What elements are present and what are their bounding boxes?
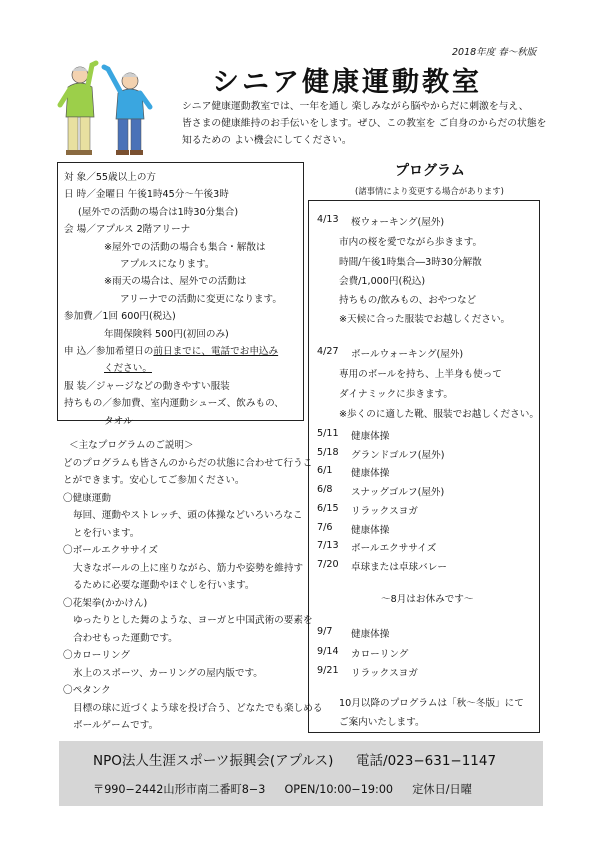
schedule-activity: 健康体操 — [351, 431, 390, 442]
event-detail: 時間/午後1時集合―3時30分解散 — [339, 257, 482, 268]
info-venue-note: ※雨天の場合は、屋外での活動は — [104, 276, 247, 288]
description-text: 毎回、運動やストレッチ、頭の体操などいろいろなこ — [73, 510, 303, 521]
event-detail: ※歩くのに適した靴、服装でお越しください。 — [339, 409, 539, 420]
event-date: 4/13 — [317, 214, 339, 225]
schedule-date: 6/15 — [317, 502, 339, 514]
program-descriptions — [63, 437, 323, 735]
schedule-activity: 健康体操 — [351, 524, 390, 536]
footer-address-line — [93, 781, 472, 797]
descriptions-intro: どのプログラムも皆さんのからだの状態に合わせて行うこ — [63, 457, 313, 469]
description-text: るために必要な運動やほぐしを行います。 — [73, 580, 255, 591]
description-title: 〇カローリング — [63, 650, 130, 661]
event-date: 4/27 — [317, 346, 339, 357]
info-venue: 会 場／アプルス 2階アリーナ — [64, 224, 191, 236]
program-title: プログラム — [395, 163, 465, 179]
description-title: 〇ペタンク — [63, 685, 111, 696]
info-application — [64, 343, 299, 360]
event-detail: 専用のボールを持ち、上半身も使って — [339, 369, 502, 380]
description-text: ボールゲームです。 — [73, 720, 159, 731]
intro-line: 皆さまの健康維持のお手伝いをします。ぜひ、この教室を ご自身のからだの状態を — [182, 118, 547, 129]
footer-closed: 定休日/日曜 — [412, 783, 472, 796]
description-text: 合わせもった運動です。 — [73, 632, 178, 644]
event-name: ボールウォーキング(屋外) — [351, 349, 464, 360]
senior-figure-left — [60, 63, 96, 155]
info-target: 対 象／55歳以上の方 — [64, 172, 157, 183]
info-clothing: 服 装／ジャージなどの動きやすい服装 — [64, 380, 230, 392]
info-venue-note: ※屋外での活動の場合も集合・解散は — [104, 241, 266, 253]
info-venue-note: アプルスになります。 — [120, 259, 215, 271]
stretching-seniors-illustration — [52, 55, 157, 157]
schedule-activity: スナッグゴルフ(屋外) — [351, 487, 445, 499]
schedule-activity: 卓球または卓球バレー — [351, 561, 447, 573]
schedule-date: 7/6 — [317, 521, 333, 533]
event-detail: 会費/1,000円(税込) — [339, 276, 426, 287]
senior-figure-right — [104, 67, 150, 155]
footer-org-line — [93, 749, 496, 769]
schedule-activity: カローリング — [351, 648, 409, 660]
info-items: タオル — [104, 415, 133, 427]
description-items — [63, 490, 323, 735]
footer-org: NPO法人生涯スポーツ振興会(アプルス) — [93, 753, 334, 769]
descriptions-intro: とができます。安心してご参加ください。 — [63, 475, 245, 486]
program-box — [308, 200, 540, 733]
schedule-date: 6/1 — [317, 465, 333, 477]
description-text: ゆったりとした舞のような、ヨーガと中国武術の要素を — [73, 615, 313, 626]
program-note: (諸事情により変更する場合があります) — [355, 186, 504, 196]
schedule-activity: ボールエクササイズ — [351, 543, 437, 555]
description-title: 〇花架拳(かかけん) — [63, 597, 148, 609]
schedule-activity: リラックスヨガ — [351, 505, 418, 517]
info-venue-note: アリーナでの活動に変更になります。 — [120, 293, 282, 305]
edition-label: 2018年度 春〜秋版 — [452, 47, 537, 58]
info-insurance-fee: 年間保険料 500円(初回のみ) — [104, 328, 229, 340]
descriptions-heading: ＜主なプログラムのご説明＞ — [69, 440, 194, 451]
schedule-date: 5/18 — [317, 446, 339, 458]
description-title: 〇ボールエクササイズ — [63, 545, 158, 556]
info-application-deadline: ください。 — [104, 363, 152, 375]
schedule-activity: リラックスヨガ — [351, 668, 418, 679]
intro-line: シニア健康運動教室では、一年を通し 楽しみながら脳やからだに刺激を与え、 — [182, 101, 529, 112]
info-fee: 参加費／1回 600円(税込) — [64, 311, 176, 323]
schedule-date: 9/21 — [317, 665, 339, 676]
schedule-date: 9/7 — [317, 626, 333, 637]
program-closing: ご案内いたします。 — [339, 717, 425, 728]
intro-line: 知るための よい機会にしてください。 — [182, 135, 352, 146]
description-title: 〇健康運動 — [63, 492, 111, 504]
description-text: 氷上のスポーツ、カーリングの屋内版です。 — [73, 667, 263, 679]
info-datetime-note: (屋外での活動の場合は1時30分集合) — [78, 206, 239, 218]
event-detail: ※天候に合った服装でお越しください。 — [339, 314, 511, 325]
schedule-date: 6/8 — [317, 484, 333, 496]
event-detail: ダイナミックに歩きます。 — [339, 389, 453, 400]
schedule-activity: 健康体操 — [351, 468, 390, 480]
footer-hours: OPEN/10:00−19:00 — [284, 783, 394, 796]
august-break: 〜8月はお休みです〜 — [381, 594, 474, 605]
schedule-activity: 健康体操 — [351, 629, 390, 640]
event-detail: 持ちもの/飲みもの、おやつなど — [339, 295, 477, 306]
program-closing: 10月以降のプログラムは「秋〜冬版」にて — [339, 698, 524, 709]
footer-phone: 電話/023−631−1147 — [356, 753, 497, 769]
event-name: 桜ウォーキング(屋外) — [351, 217, 445, 228]
intro-text — [182, 98, 577, 149]
schedule-date: 7/13 — [317, 540, 339, 552]
footer-contact — [59, 741, 543, 806]
class-info-box — [57, 162, 304, 427]
schedule-activity: グランドゴルフ(屋外) — [351, 449, 445, 461]
schedule-date: 9/14 — [317, 645, 339, 657]
page-title: シニア健康運動教室 — [212, 67, 482, 98]
info-items: 持ちもの／参加費、室内運動シューズ、飲みもの、 — [64, 398, 284, 410]
description-text: 目標の球に近づくよう球を投げ合う、どなたでも楽しめる — [73, 702, 323, 714]
description-text: とを行います。 — [73, 527, 140, 539]
event-detail: 市内の桜を愛でながら歩きます。 — [339, 237, 483, 248]
footer-address: 〒990−2442山形市南二番町8−3 — [93, 783, 266, 796]
schedule-date: 7/20 — [317, 558, 339, 570]
info-application-prefix: 申 込／参加希望日の — [64, 346, 154, 358]
info-application-deadline: 前日までに、電話でお申込み — [153, 346, 279, 358]
info-datetime: 日 時／金曜日 午後1時45分〜午後3時 — [64, 189, 229, 201]
schedule-date: 5/11 — [317, 428, 339, 439]
description-text: 大きなボールの上に座りながら、筋力や姿勢を維持す — [73, 562, 304, 574]
